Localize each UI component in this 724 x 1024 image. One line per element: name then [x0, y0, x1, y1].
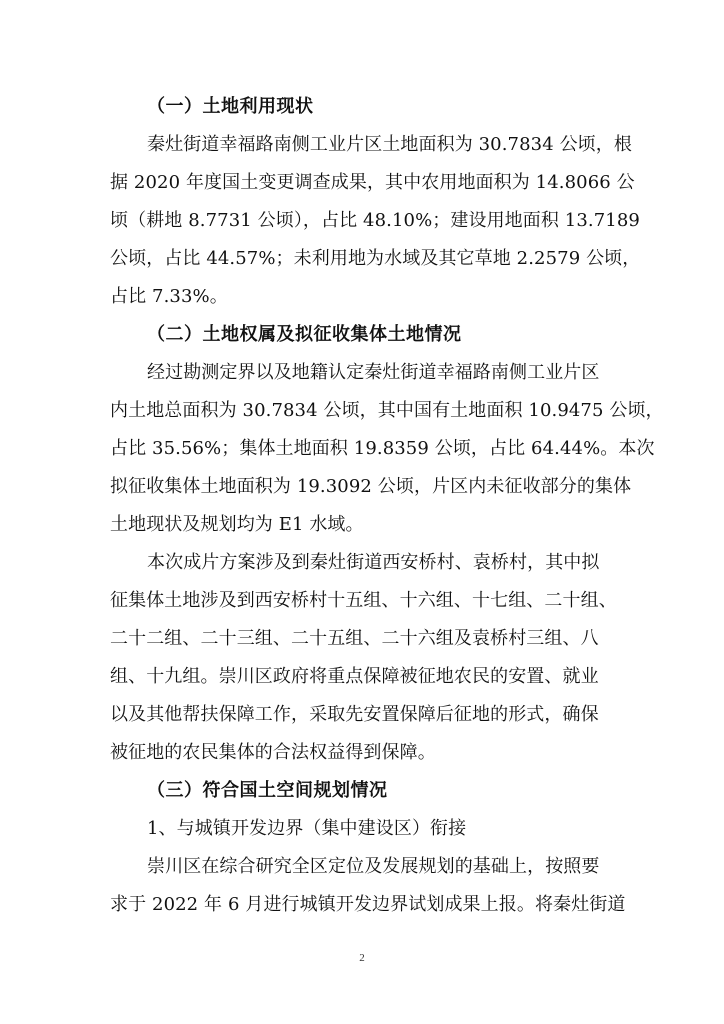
paragraph-line: 以及其他帮扶保障工作，采取先安置保障后征地的形式，确保 — [110, 704, 599, 725]
section-heading-land-use: （一）土地利用现状 — [147, 96, 314, 117]
paragraph-line: 土地现状及规划均为 E1 水域。 — [110, 514, 364, 535]
paragraph-line: 占比 7.33%。 — [110, 286, 228, 307]
paragraph-line: 占比 35.56%；集体土地面积 19.8359 公顷，占比 64.44%。本次 — [110, 438, 655, 459]
paragraph-line: 被征地的农民集体的合法权益得到保障。 — [110, 742, 436, 763]
paragraph-line: 顷（耕地 8.7731 公顷），占比 48.10%；建设用地面积 13.7189 — [110, 210, 640, 231]
subsection-heading: 1、与城镇开发边界（集中建设区）衔接 — [147, 818, 467, 839]
document-body — [110, 88, 664, 924]
paragraph-line: 据 2020 年度国土变更调查成果，其中农用地面积为 14.8066 公 — [110, 172, 635, 193]
paragraph-line: 拟征收集体土地面积为 19.3092 公顷，片区内未征收部分的集体 — [110, 476, 632, 497]
paragraph-line: 二十二组、二十三组、二十五组、二十六组及袁桥村三组、八 — [110, 628, 599, 649]
paragraph-line: 崇川区在综合研究全区定位及发展规划的基础上，按照要 — [147, 856, 600, 877]
page-number: 2 — [359, 952, 365, 964]
paragraph-line: 内土地总面积为 30.7834 公顷，其中国有土地面积 10.9475 公顷， — [110, 400, 664, 421]
section-heading-spatial-planning: （三）符合国土空间规划情况 — [147, 780, 388, 801]
paragraph-line: 征集体土地涉及到西安桥村十五组、十六组、十七组、二十组、 — [110, 590, 617, 611]
section-heading-land-ownership: （二）土地权属及拟征收集体土地情况 — [147, 324, 462, 345]
paragraph-line: 本次成片方案涉及到秦灶街道西安桥村、袁桥村，其中拟 — [147, 552, 600, 573]
paragraph-line: 求于 2022 年 6 月进行城镇开发边界试划成果上报。将秦灶街道 — [110, 894, 626, 915]
paragraph-line: 公顷，占比 44.57%；未利用地为水域及其它草地 2.2579 公顷， — [110, 248, 641, 269]
paragraph-line: 秦灶街道幸福路南侧工业片区土地面积为 30.7834 公顷，根 — [147, 134, 632, 155]
paragraph-line: 经过勘测定界以及地籍认定秦灶街道幸福路南侧工业片区 — [147, 362, 600, 383]
paragraph-line: 组、十九组。崇川区政府将重点保障被征地农民的安置、就业 — [110, 666, 599, 687]
